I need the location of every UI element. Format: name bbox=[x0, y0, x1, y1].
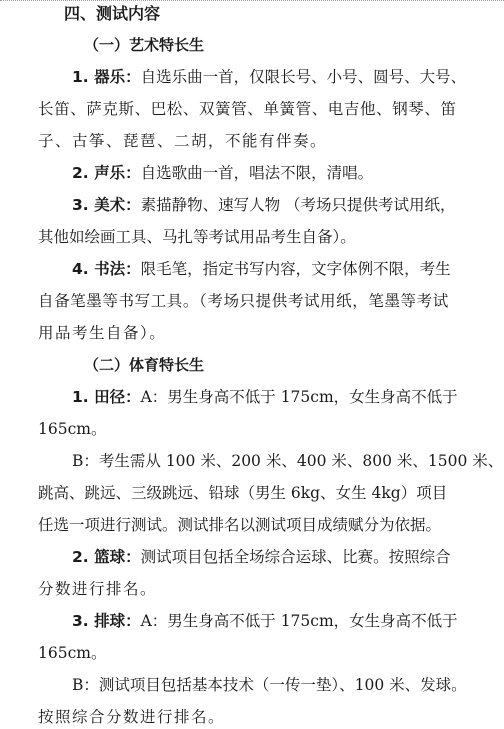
paragraph-line: 分数进行排名。 bbox=[38, 580, 158, 598]
item-label: 1. 田径： bbox=[72, 388, 141, 406]
paragraph-line: 165cm。 bbox=[38, 644, 107, 662]
item-text: 自选乐曲一首，仅限长号、小号、圆号、大号、 bbox=[140, 68, 467, 86]
art-item-instrumental bbox=[72, 65, 502, 89]
item-text: 测试项目包括全场综合运球、比赛。按照综合 bbox=[140, 548, 451, 566]
paragraph-line: B：测试项目包括基本技术（一传一垫）、100 米、发球。 bbox=[72, 676, 467, 694]
item-text: A：男生身高不低于 175cm，女生身高不低于 bbox=[140, 612, 458, 630]
item-text: 自选歌曲一首，唱法不限，清唱。 bbox=[140, 164, 374, 182]
paragraph-line: 跳高、跳远、三级跳远、铅球（男生 6kg、女生 4kg）项目 bbox=[38, 484, 448, 502]
sports-heading: （二）体育特长生 bbox=[84, 356, 205, 374]
item-text: A：男生身高不低于 175cm，女生身高不低于 bbox=[140, 388, 458, 406]
paragraph-line: 165cm。 bbox=[38, 420, 107, 438]
item-label: 4. 书法： bbox=[72, 260, 141, 278]
item-text: 素描静物、速写人物 （考场只提供考试用纸， bbox=[140, 196, 456, 214]
paragraph-line: 自备笔墨等书写工具。（考场只提供考试用纸，笔墨等考试 bbox=[38, 292, 449, 310]
paragraph-line: 长笛、萨克斯、巴松、双簧管、单簧管、电吉他、钢琴、笛 bbox=[38, 100, 457, 118]
item-text: 限毛笔，指定书写内容，文字体例不限，考生 bbox=[140, 260, 451, 278]
item-label: 1. 器乐： bbox=[72, 68, 141, 86]
art-item-vocal bbox=[72, 161, 502, 185]
sports-item-track bbox=[72, 385, 502, 409]
paragraph-line: 其他如绘画工具、马扎等考试用品考生自备）。 bbox=[38, 228, 356, 246]
item-label: 3. 美术： bbox=[72, 196, 141, 214]
art-item-calligraphy bbox=[72, 257, 502, 281]
paragraph-line: 任选一项进行测试。测试排名以测试项目成绩赋分为依据。 bbox=[38, 516, 442, 534]
art-heading: （一）艺术特长生 bbox=[84, 36, 205, 54]
paragraph-line: 按照综合分数进行排名。 bbox=[38, 708, 226, 726]
item-label: 3. 排球： bbox=[72, 612, 141, 630]
paragraph-line: 用品考生自备）。 bbox=[38, 324, 167, 342]
paragraph-line: 子、古筝、琵琶、二胡，不能有伴奏。 bbox=[38, 132, 328, 150]
section-title: 四、测试内容 bbox=[64, 4, 161, 23]
art-item-fine-art bbox=[72, 193, 502, 217]
sports-item-basketball bbox=[72, 545, 502, 569]
paragraph-line: B：考生需从 100 米、200 米、400 米、800 米、1500 米、 bbox=[72, 452, 504, 470]
item-label: 2. 声乐： bbox=[72, 164, 141, 182]
item-label: 2. 篮球： bbox=[72, 548, 141, 566]
sports-item-volleyball bbox=[72, 609, 502, 633]
